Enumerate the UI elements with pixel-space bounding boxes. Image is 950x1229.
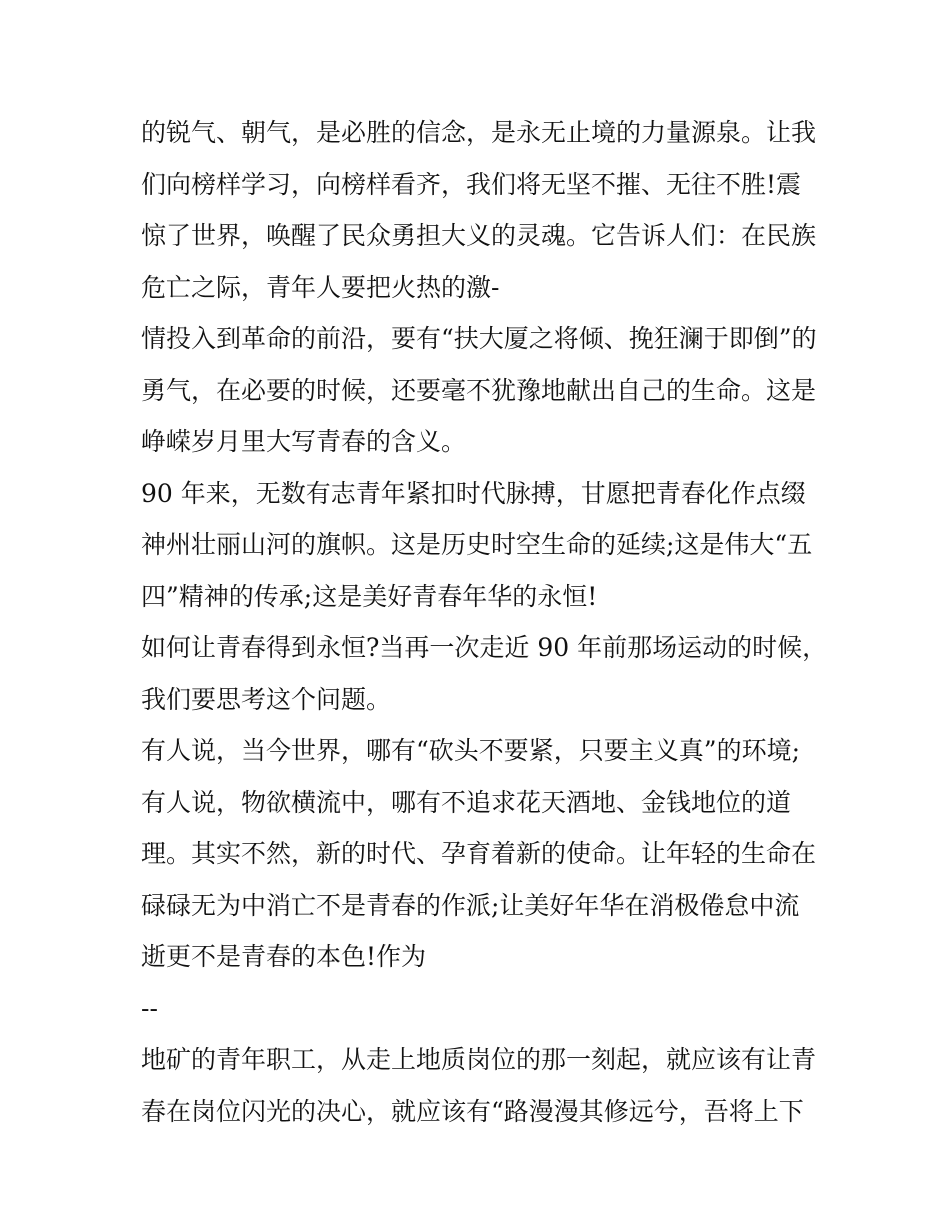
section-divider: -- [141,993,158,1023]
text-line: 惊了世界，唤醒了民众勇担大义的灵魂。它告诉人们：在民族 [141,221,817,250]
document-body [141,107,828,1137]
text-line: 如何让青春得到永恒?当再一次走近 90 年前那场运动的时候， [141,633,828,662]
text-line: 90 年来，无数有志青年紧扣时代脉搏，甘愿把青春化作点缀 [141,478,806,508]
text-line: 危亡之际，青年人要把火热的激- [141,272,500,302]
text-line: 逝更不是青春的本色!作为 [141,942,427,971]
text-line: 有人说，物欲横流中，哪有不追求花天酒地、金钱地位的道 [141,787,792,817]
text-line: 有人说，当今世界，哪有“砍头不要紧，只要主义真”的环境; [141,736,800,765]
text-line: 理。其实不然，新的时代、孕育着新的使命。让年轻的生命在 [141,839,817,868]
text-line: 们向榜样学习，向榜样看齐，我们将无坚不摧、无往不胜!震 [141,169,802,199]
text-line: 碌碌无为中消亡不是青春的作派;让美好年华在消极倦怠中流 [141,890,800,920]
text-line: 四”精神的传承;这是美好青春年华的永恒! [141,581,598,611]
text-line: 地矿的青年职工，从走上地质岗位的那一刻起，就应该有让青 [141,1045,817,1074]
text-line: 勇气，在必要的时候，还要毫不犹豫地献出自己的生命。这是 [141,375,817,405]
text-line: 春在岗位闪光的决心，就应该有“路漫漫其修远兮，吾将上下 [141,1096,804,1126]
text-line: 我们要思考这个问题。 [141,684,392,714]
text-line: 神州壮丽山河的旗帜。这是历史时空生命的延续;这是伟大“五 [141,530,813,559]
text-line: 的锐气、朝气，是必胜的信念，是永无止境的力量源泉。让我 [141,118,817,147]
text-line: 情投入到革命的前沿，要有“扶大厦之将倾、挽狂澜于即倒”的 [141,324,817,353]
text-line: 峥嵘岁月里大写青春的含义。 [141,427,467,456]
